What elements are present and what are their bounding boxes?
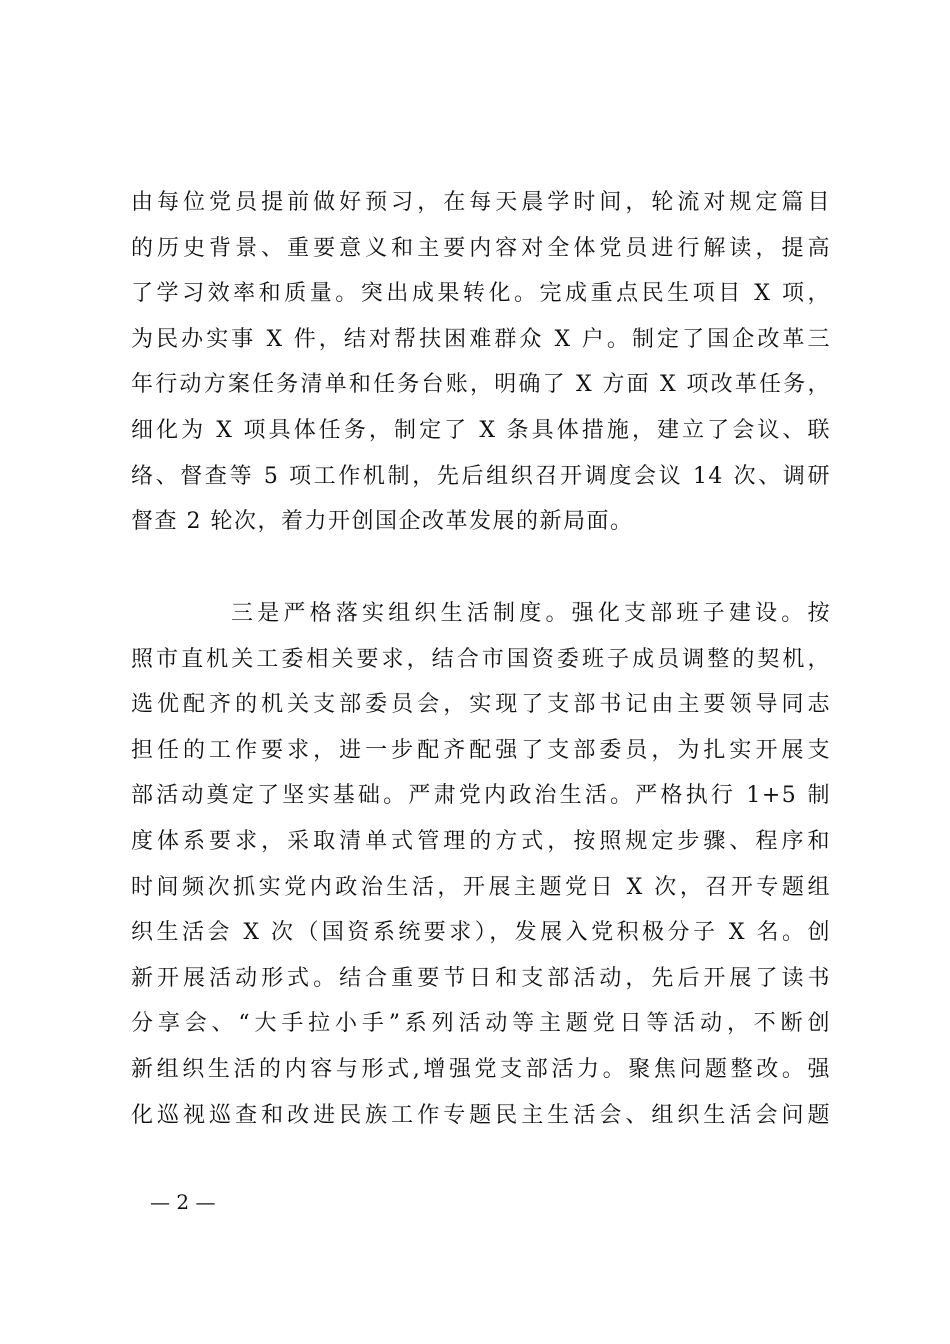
text-line: 细化为 X 项具体任务，制定了 X 条具体措施，建立了会议、联: [131, 417, 831, 443]
text-line: 新开展活动形式。结合重要节日和支部活动，先后开展了读书: [131, 965, 831, 991]
text-line: 为民办实事 X 件，结对帮扶困难群众 X 户。制定了国企改革三: [131, 326, 831, 352]
text-line: 由每位党员提前做好预习，在每天晨学时间，轮流对规定篇目: [131, 190, 831, 215]
page-number: — 2 —: [150, 1190, 216, 1214]
text-line: 部活动奠定了坚实基础。严肃党内政治生活。严格执行 1+5 制: [131, 783, 831, 809]
text-line: 年行动方案任务清单和任务台账，明确了 X 方面 X 项改革任务，: [131, 372, 831, 398]
paragraph-1: [131, 180, 831, 545]
text-line: 新组织生活的内容与形式,增强党支部活力。聚焦问题整改。强: [131, 1056, 831, 1082]
text-line: 担任的工作要求，进一步配齐配强了支部委员，为扎实开展支: [131, 737, 831, 763]
text-line: 督查 2 轮次，着力开创国企改革发展的新局面。: [131, 509, 634, 535]
text-line: 选优配齐的机关支部委员会，实现了支部书记由主要领导同志: [131, 692, 831, 718]
text-line: 度体系要求，采取清单式管理的方式，按照规定步骤、程序和: [131, 828, 831, 854]
text-line: 织生活会 X 次（国资系统要求），发展入党积极分子 X 名。创: [131, 920, 831, 946]
text-line: 络、督查等 5 项工作机制，先后组织召开调度会议 14 次、调研: [131, 463, 831, 489]
paragraph-2: [131, 591, 831, 1138]
text-line: 时间频次抓实党内政治生活，开展主题党日 X 次，召开专题组: [131, 874, 831, 900]
text-line: 分享会、“大手拉小手”系列活动等主题党日等活动，不断创: [131, 1011, 831, 1037]
text-line: 照市直机关工委相关要求，结合市国资委班子成员调整的契机，: [131, 646, 831, 672]
text-line: 的历史背景、重要意义和主要内容对全体党员进行解读，提高: [131, 235, 831, 261]
text-line: 三是严格落实组织生活制度。强化支部班子建设。按: [231, 601, 831, 626]
text-line: 了学习效率和质量。突出成果转化。完成重点民生项目 X 项，: [131, 281, 831, 307]
text-line: 化巡视巡查和改进民族工作专题民主生活会、组织生活会问题: [131, 1102, 831, 1128]
